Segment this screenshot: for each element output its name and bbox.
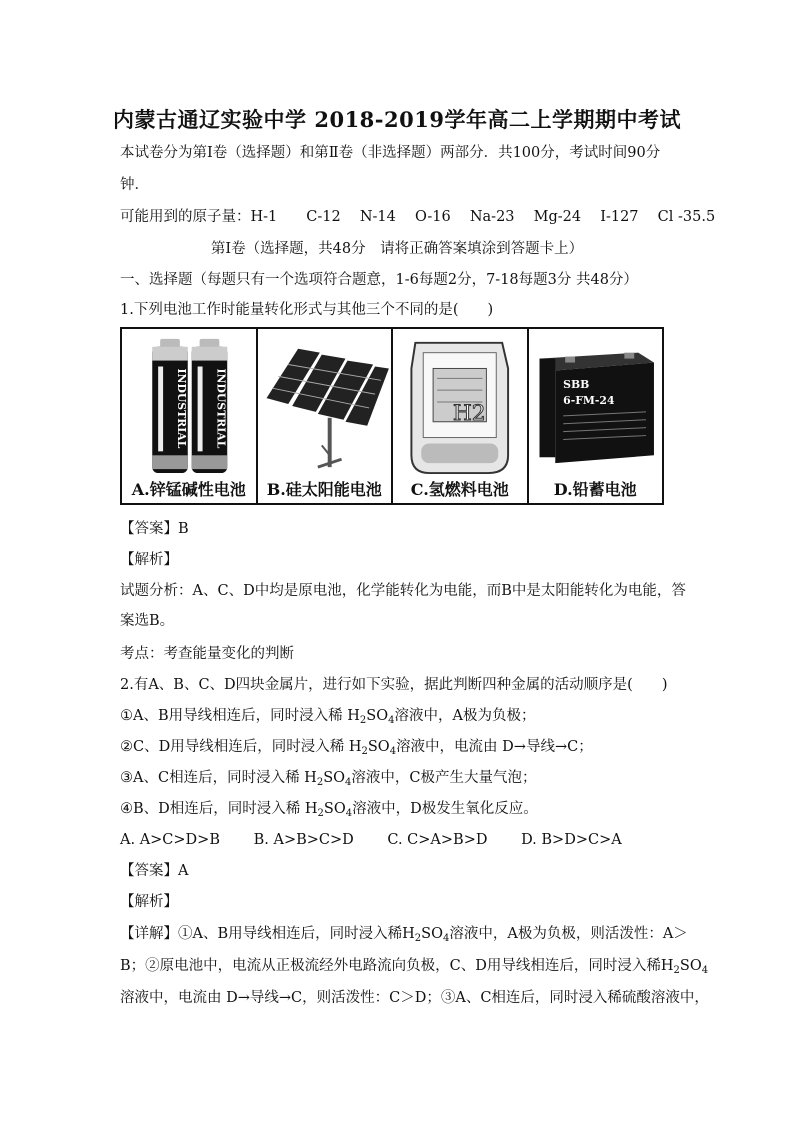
option-a-cell	[122, 329, 258, 503]
battery-brand: SBB	[562, 378, 589, 392]
page-title: 内蒙古通辽实验中学 2018-2019学年高二上学期期中考试	[113, 107, 681, 132]
q1-analysis-line-1: 试题分析：A、C、D中均是原电池，化学能转化为电能，而B中是太阳能转化为电能，答	[120, 583, 686, 599]
q2-statement-2: ②C、D用导线相连后，同时浸入稀 $H_2SO_4$溶液中，电流由 D→导线→C；	[120, 739, 593, 757]
q1-answer: 【答案】B	[120, 521, 189, 537]
q2-detail-line-1: 【详解】①A、B用导线相连后，同时浸入稀$H_2SO_4$溶液中，A极为负极，则活泼性：A＞	[120, 926, 688, 944]
question-2-stem: 2.有A、B、C、D四块金属片，进行如下实验，据此判断四种金属的活动顺序是( )	[120, 677, 668, 693]
option-d-label: D.铅蓄电池	[553, 480, 637, 499]
battery-model: 6-FM-24	[562, 393, 615, 407]
q2-choices: A. A>C>D>B B. A>B>C>D C. C>A>B>D D. B>D>C>A	[120, 832, 622, 848]
option-b-label: B.硅太阳能电池	[266, 480, 382, 499]
option-b-cell	[258, 329, 394, 503]
q1-analysis-line-2: 案选B。	[120, 613, 175, 629]
option-c-label: C.氢燃料电池	[410, 480, 509, 499]
q2-statement-1: ①A、B用导线相连后，同时浸入稀 $H_2SO_4$溶液中，A极为负极；	[120, 708, 536, 726]
q2-answer: 【答案】A	[120, 863, 189, 879]
section-header: 第Ⅰ卷（选择题，共48分 请将正确答案填涂到答题卡上）	[210, 241, 584, 257]
q2-statement-4: ④B、D相连后，同时浸入稀 $H_2SO_4$溶液中，D极发生氧化反应。	[120, 801, 538, 819]
option-d-cell	[529, 329, 663, 503]
q2-analysis-heading: 【解析】	[120, 894, 178, 910]
q2-statement-3: ③A、C相连后，同时浸入稀 $H_2SO_4$溶液中，C极产生大量气泡；	[120, 770, 537, 788]
intro-line-2: 钟．	[120, 177, 149, 193]
battery-brand-left: INDUSTRIAL	[174, 368, 188, 449]
h2-mark: H2	[452, 400, 486, 426]
atomic-masses: 可能用到的原子量：H-1 C-12 N-14 O-16 Na-23 Mg-24 I-127 Cl -35.5	[120, 209, 716, 225]
lead-acid-battery-icon	[529, 329, 663, 477]
solar-panel-icon	[258, 329, 392, 477]
q1-knowledge-point: 考点：考查能量变化的判断	[120, 646, 294, 662]
hydrogen-fuel-cell-icon	[393, 329, 527, 477]
section-one-heading: 一、选择题（每题只有一个选项符合题意，1-6每题2分，7-18每题3分 共48分）	[120, 272, 638, 288]
q2-detail-line-3: 溶液中，电流由 D→导线→C，则活泼性：C＞D；③A、C相连后，同时浸入稀硫酸溶液中，	[120, 990, 709, 1006]
intro-line-1: 本试卷分为第Ⅰ卷（选择题）和第Ⅱ卷（非选择题）两部分．共100分，考试时间90分	[120, 145, 661, 161]
q2-detail-line-2: B；②原电池中，电流从正极流经外电路流向负极，C、D用导线相连后，同时浸入稀$H_2SO_4$	[120, 958, 709, 976]
battery-brand-right: INDUSTRIAL	[214, 368, 228, 449]
battery-options-table	[120, 327, 664, 505]
option-c-cell	[393, 329, 529, 503]
question-1-stem: 1.下列电池工作时能量转化形式与其他三个不同的是( )	[120, 302, 494, 318]
option-a-label: A.锌锰碱性电池	[131, 480, 246, 499]
alkaline-battery-icon	[122, 329, 256, 477]
q1-analysis-heading: 【解析】	[120, 552, 178, 568]
